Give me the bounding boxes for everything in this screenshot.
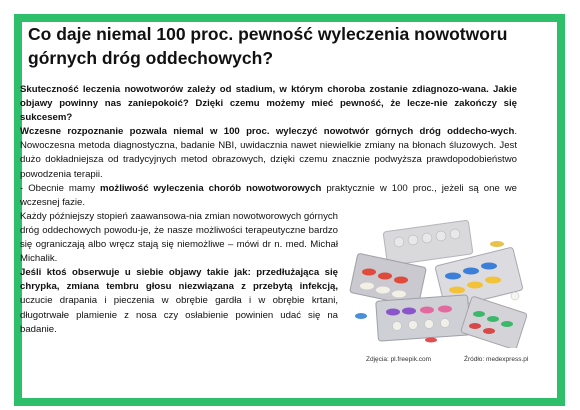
p3-start-text: - Obecnie mamy	[20, 182, 101, 194]
intro-paragraph	[20, 83, 517, 125]
p3-end-text: praktycznie w 100 proc., jeżeli są one we wczesnej fazie.	[20, 182, 518, 208]
p3-bold-text: możliwość wyleczenia chorób nowotworowych	[100, 182, 322, 194]
pills-image	[347, 216, 527, 348]
p2-text: . Nowoczesna metoda diagnostyczna, badanie NBI, uwidacznia nawet niewielkie zmiany na błonach śluzowych. Jest dużo dokładniejsza od tradycyjnych metod obrazowych, dzięki czemu znacznie podwyższa prawdopodobieństwo powodzenia terapii.	[20, 126, 517, 180]
source-credit: Źródło: medexpress.pl	[464, 356, 529, 363]
intro-text: Skuteczność leczenia nowotworów zależy od stadium, w którym choroba zostanie zdiagnozo-wana. Jakie objawy powinny nas zaniepokoić? Dzięki czemu możemy mieć pewność, że lecze-nie zakończy się sukcesem?	[20, 84, 517, 124]
paragraph-2	[20, 125, 517, 181]
p2-bold-text: Wczesne rozpoznanie pozwala niemal w 100 proc. wyleczyć nowotwór górnych dróg oddecho-wych	[20, 126, 515, 138]
paragraph-3-quote: Każdy późniejszy stopień zaawansowa-nia zmian nowotworowych górnych dróg oddechowych powodu-je, że nasze możliwości terapeutyczne bardzo się ograniczają albo wręcz stają się niemożliwe – mówi dr n. med. Michał Michalik.	[20, 210, 338, 265]
photo-credit: Zdjęcia: pl.freepik.com	[366, 356, 432, 363]
paragraph-4	[20, 266, 338, 336]
page-title: Co daje niemal 100 proc. pewność wyleczenia nowotworu górnych dróg oddechowych?	[28, 24, 508, 68]
p4-bold-text: Jeśli ktoś obserwuje u siebie objawy takie jak: przedłużająca się chrypka, zmiana tembru głosu niezwiązana z przebytą infekcją,	[20, 267, 338, 293]
blister-pack-4	[376, 295, 471, 341]
paragraph-3	[20, 182, 517, 210]
p4-text: uczucie drapania i pieczenia w obrębie gardła i w obrębie krtani, długotrwałe plamienie z nosa czy osłabienie powinien udać się na badanie.	[20, 295, 338, 335]
